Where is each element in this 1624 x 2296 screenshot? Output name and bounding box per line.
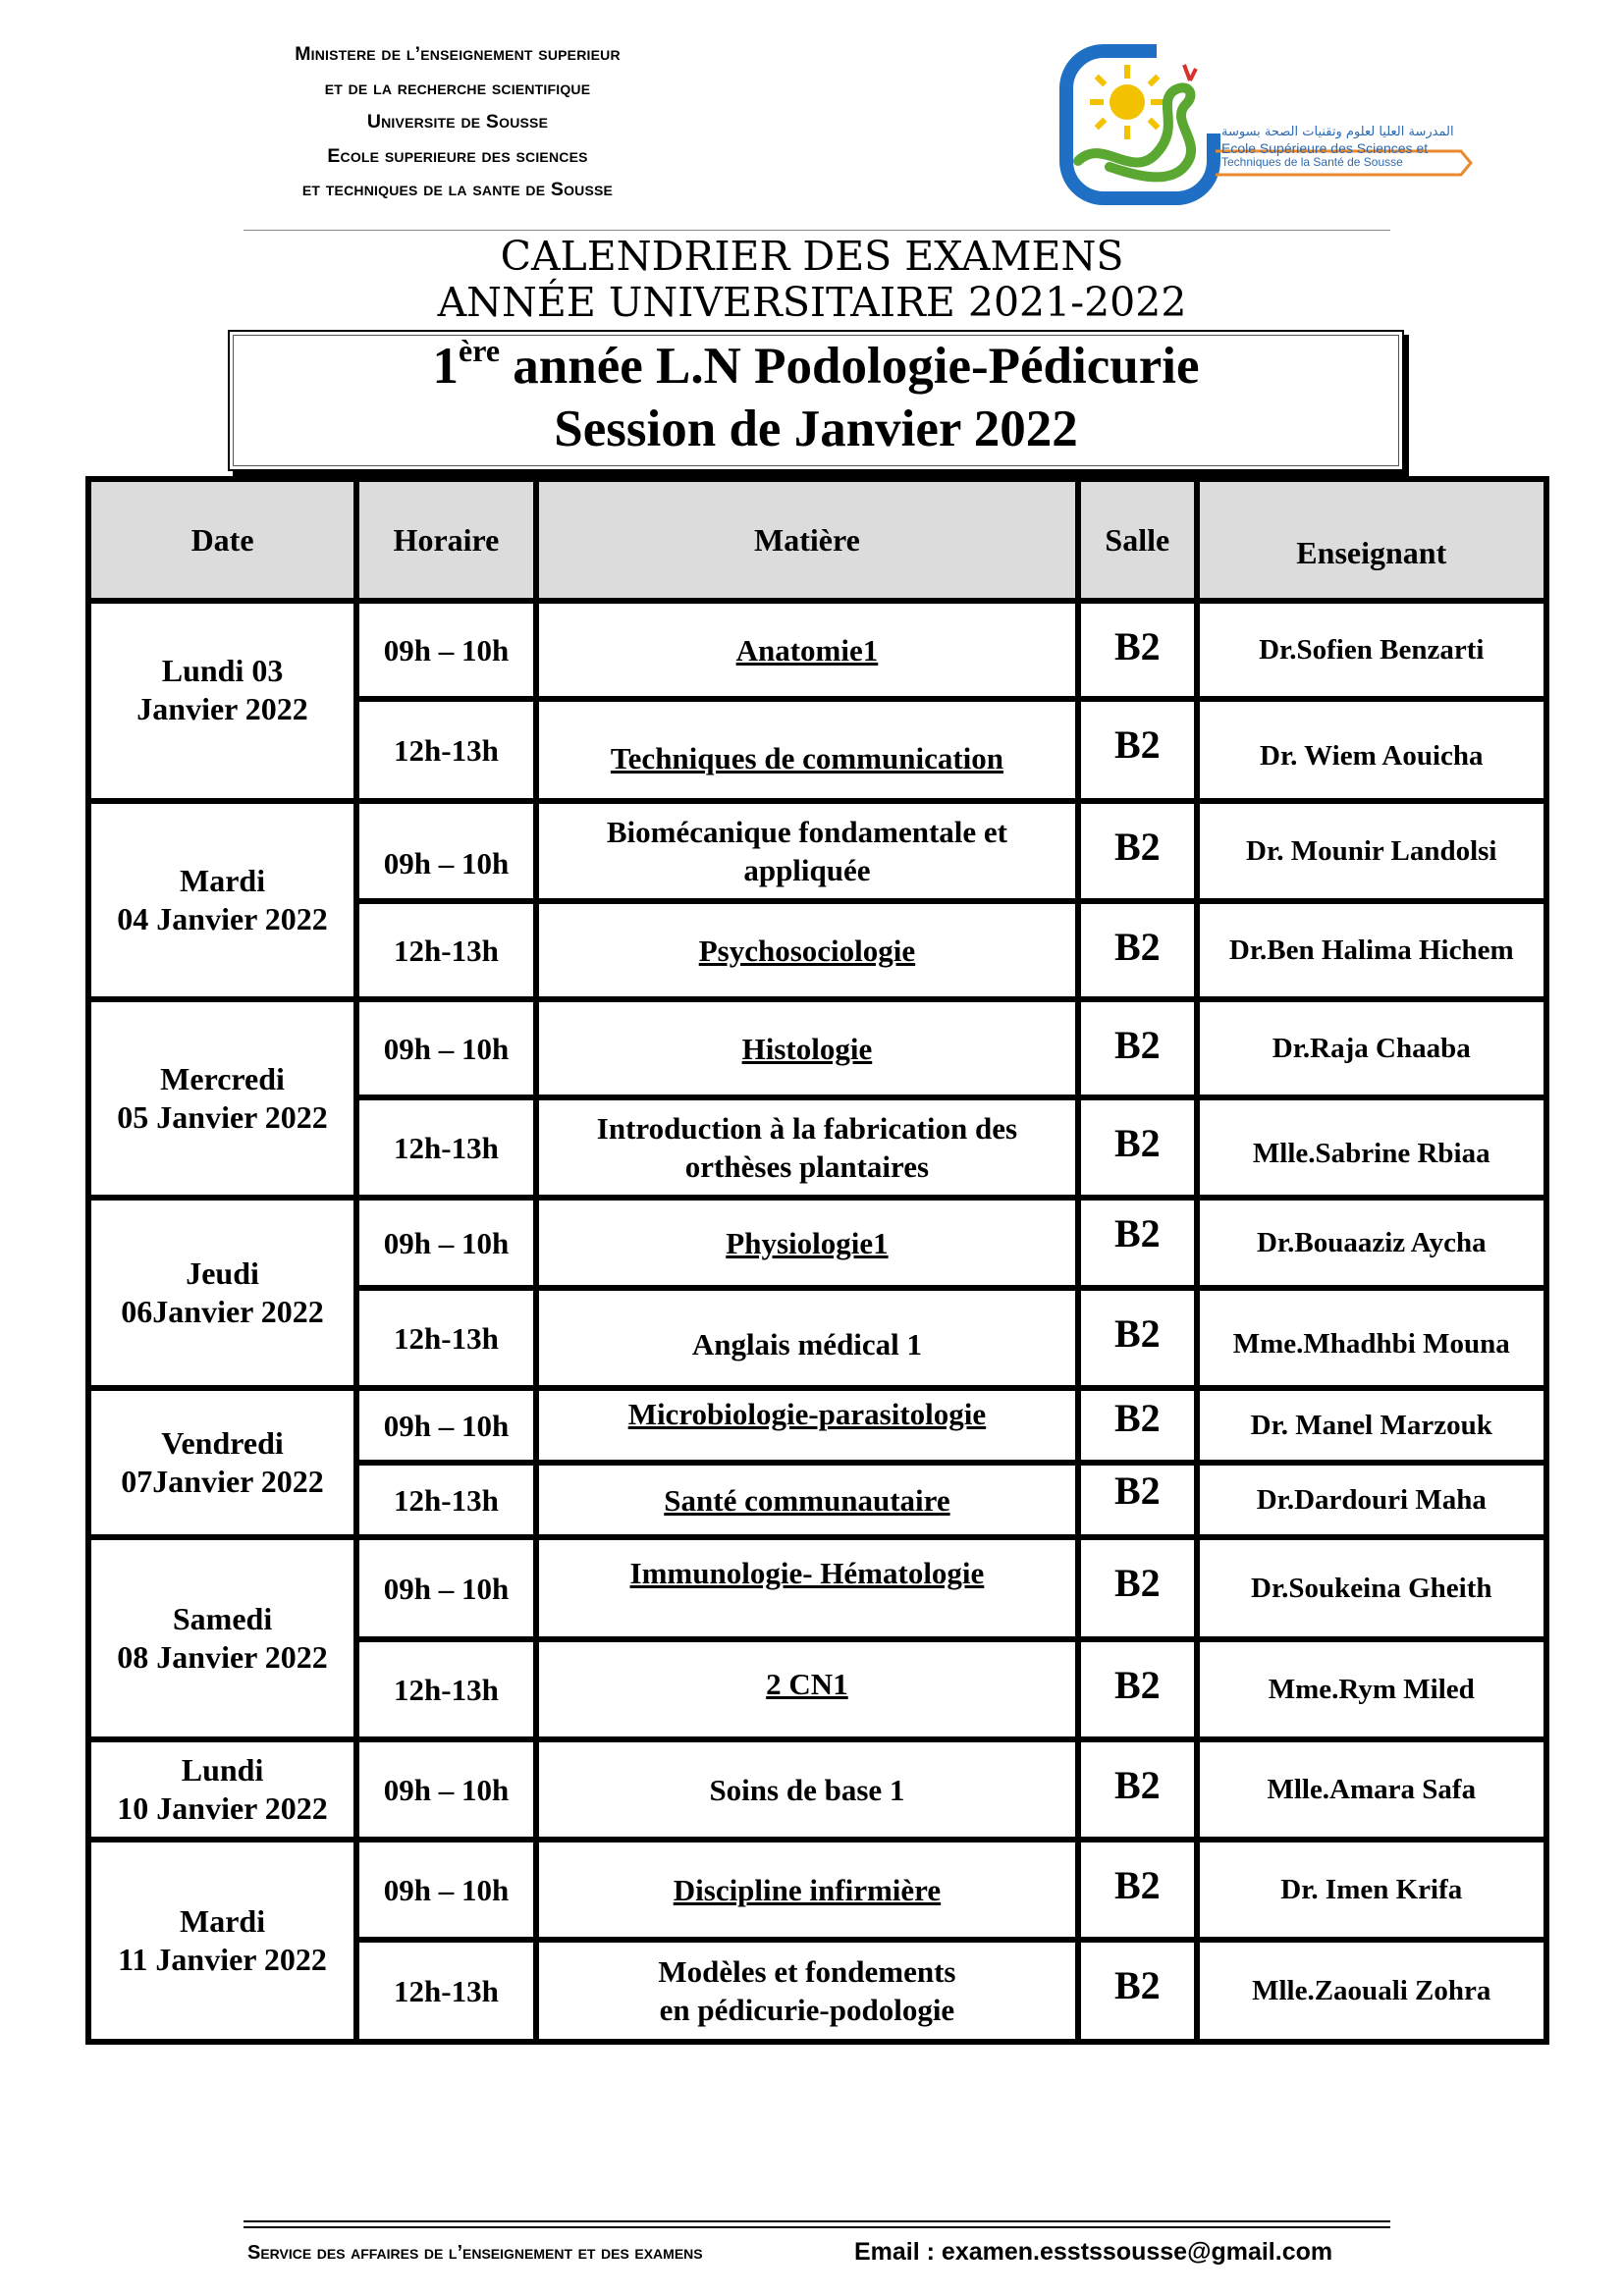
date-cell [88, 1388, 356, 1537]
room-cell: B2 [1078, 1097, 1196, 1198]
teacher-cell: Mlle.Amara Safa [1197, 1739, 1546, 1840]
subject-cell: Discipline infirmière [536, 1840, 1078, 1940]
subject-line1: Biomécanique fondamentale et [606, 815, 1007, 849]
program-name: année L.N Podologie-Pédicurie [500, 338, 1200, 395]
subject-cell: Psychosociologie [536, 901, 1078, 999]
program-title-box [228, 330, 1404, 471]
time-cell: 12h-13h [356, 699, 536, 801]
logo-text-line2: Techniques de la Santé de Sousse [1221, 155, 1403, 169]
ministry-line: Ministere de l’enseignement superieur [295, 43, 621, 65]
teacher-cell: Dr. Manel Marzouk [1197, 1388, 1546, 1463]
program-title [230, 333, 1402, 397]
academic-year-title: ANNÉE UNIVERSITAIRE 2021-2022 [437, 279, 1187, 326]
ministry-header [232, 37, 683, 207]
subject-cell [536, 801, 1078, 901]
subject-cell: Microbiologie-parasitologie [536, 1388, 1078, 1463]
date-day: Mardi [180, 863, 266, 898]
room-cell: B2 [1078, 901, 1196, 999]
header-time: Horaire [356, 479, 536, 601]
header-room: Salle [1078, 479, 1196, 601]
date-day: Lundi 03 [161, 653, 284, 688]
subject-cell: Anglais médical 1 [536, 1288, 1078, 1388]
date-cell [88, 1840, 356, 2042]
header-subject: Matière [536, 479, 1078, 601]
footer-service: Service des affaires de l’enseignement et des examens [247, 2242, 703, 2264]
date-day: Mardi [180, 1903, 266, 1939]
footer-divider [244, 2226, 1390, 2228]
teacher-cell: Dr. Imen Krifa [1197, 1840, 1546, 1940]
teacher-cell: Dr.Sofien Benzarti [1197, 601, 1546, 699]
teacher-cell: Dr. Mounir Landolsi [1197, 801, 1546, 901]
ministry-line: Ecole superieure des sciences [327, 144, 588, 167]
teacher-cell: Dr.Raja Chaaba [1197, 999, 1546, 1097]
subject-cell: Anatomie1 [536, 601, 1078, 699]
logo-text-line1: Ecole Supérieure des Sciences et [1221, 140, 1429, 156]
room-cell: B2 [1078, 1940, 1196, 2042]
table-header-row [88, 479, 1546, 601]
date-month: 07Janvier 2022 [121, 1464, 324, 1499]
room-cell: B2 [1078, 999, 1196, 1097]
teacher-cell: Dr.Dardouri Maha [1197, 1463, 1546, 1537]
time-cell: 12h-13h [356, 1463, 536, 1537]
room-cell: B2 [1078, 1388, 1196, 1463]
year-number: 1 [432, 338, 459, 395]
date-day: Mercredi [160, 1061, 285, 1096]
date-cell [88, 801, 356, 999]
table-row [88, 1388, 1546, 1463]
subject-line1: Modèles et fondements [658, 1954, 956, 1989]
date-cell [88, 999, 356, 1198]
room-cell: B2 [1078, 601, 1196, 699]
subject-cell: Immunologie- Hématologie [536, 1537, 1078, 1639]
time-cell: 09h – 10h [356, 999, 536, 1097]
table-row [88, 999, 1546, 1097]
date-cell [88, 1739, 356, 1840]
time-cell: 09h – 10h [356, 601, 536, 699]
teacher-cell: Mme.Mhadhbi Mouna [1197, 1288, 1546, 1388]
footer-divider [244, 2220, 1390, 2222]
room-cell: B2 [1078, 1198, 1196, 1288]
subject-cell: Santé communautaire [536, 1463, 1078, 1537]
date-day: Lundi [181, 1752, 264, 1788]
time-cell: 09h – 10h [356, 801, 536, 901]
header-teacher: Enseignant [1197, 479, 1546, 601]
date-cell [88, 1198, 356, 1388]
subject-cell: Techniques de communication [536, 699, 1078, 801]
exam-schedule-table [85, 476, 1549, 2045]
time-cell: 12h-13h [356, 1288, 536, 1388]
teacher-cell: Mlle.Zaouali Zohra [1197, 1940, 1546, 2042]
time-cell: 09h – 10h [356, 1537, 536, 1639]
subject-line2: en pédicurie-podologie [659, 1993, 955, 2027]
time-cell: 09h – 10h [356, 1840, 536, 1940]
ministry-line: Universite de Sousse [366, 111, 549, 133]
teacher-cell: Dr.Bouaaziz Aycha [1197, 1198, 1546, 1288]
date-month: 04 Janvier 2022 [117, 901, 328, 936]
time-cell: 12h-13h [356, 1097, 536, 1198]
subject-cell: Soins de base 1 [536, 1739, 1078, 1840]
teacher-cell: Mme.Rym Miled [1197, 1639, 1546, 1739]
teacher-cell: Dr. Wiem Aouicha [1197, 699, 1546, 801]
room-cell: B2 [1078, 1463, 1196, 1537]
time-cell: 12h-13h [356, 1639, 536, 1739]
subject-cell: 2 CN1 [536, 1639, 1078, 1739]
teacher-cell: Mlle.Sabrine Rbiaa [1197, 1097, 1546, 1198]
table-row [88, 801, 1546, 901]
subject-cell: Histologie [536, 999, 1078, 1097]
subject-line1: Introduction à la fabrication des [596, 1111, 1018, 1146]
room-cell: B2 [1078, 1840, 1196, 1940]
date-day: Vendredi [161, 1425, 284, 1461]
table-row [88, 1198, 1546, 1288]
footer-email: Email : examen.esstssousse@gmail.com [854, 2238, 1333, 2266]
room-cell: B2 [1078, 1739, 1196, 1840]
room-cell: B2 [1078, 801, 1196, 901]
logo-arabic-text: المدرسة العليا لعلوم وتقنيات الصحة بسوسة [1221, 125, 1454, 139]
date-month: Janvier 2022 [136, 691, 308, 726]
room-cell: B2 [1078, 1288, 1196, 1388]
time-cell: 09h – 10h [356, 1739, 536, 1840]
room-cell: B2 [1078, 699, 1196, 801]
subject-cell [536, 1097, 1078, 1198]
room-cell: B2 [1078, 1537, 1196, 1639]
date-month: 11 Janvier 2022 [118, 1942, 327, 1977]
header-divider [244, 230, 1390, 231]
teacher-cell: Dr.Ben Halima Hichem [1197, 901, 1546, 999]
date-day: Samedi [172, 1601, 273, 1636]
ministry-line: et techniques de la sante de Sousse [301, 179, 614, 200]
subject-cell [536, 1940, 1078, 2042]
subject-line2: appliquée [743, 853, 871, 887]
year-superscript: ère [458, 333, 501, 368]
teacher-cell: Dr.Soukeina Gheith [1197, 1537, 1546, 1639]
time-cell: 09h – 10h [356, 1388, 536, 1463]
date-month: 06Janvier 2022 [121, 1294, 324, 1329]
table-row [88, 1739, 1546, 1840]
subject-cell: Physiologie1 [536, 1198, 1078, 1288]
session-title: Session de Janvier 2022 [554, 400, 1078, 457]
subject-line2: orthèses plantaires [684, 1149, 930, 1184]
date-month: 05 Janvier 2022 [117, 1099, 328, 1135]
date-month: 10 Janvier 2022 [117, 1790, 328, 1826]
date-month: 08 Janvier 2022 [117, 1639, 328, 1675]
time-cell: 09h – 10h [356, 1198, 536, 1288]
date-day: Jeudi [186, 1255, 259, 1291]
calendar-title: CALENDRIER DES EXAMENS [500, 233, 1124, 280]
table-row [88, 1537, 1546, 1639]
ministry-line: et de la recherche scientifique [324, 77, 591, 99]
table-row [88, 1840, 1546, 1940]
table-row [88, 601, 1546, 699]
header-date: Date [88, 479, 356, 601]
room-cell: B2 [1078, 1639, 1196, 1739]
date-cell [88, 1537, 356, 1739]
time-cell: 12h-13h [356, 1940, 536, 2042]
date-cell [88, 601, 356, 801]
time-cell: 12h-13h [356, 901, 536, 999]
